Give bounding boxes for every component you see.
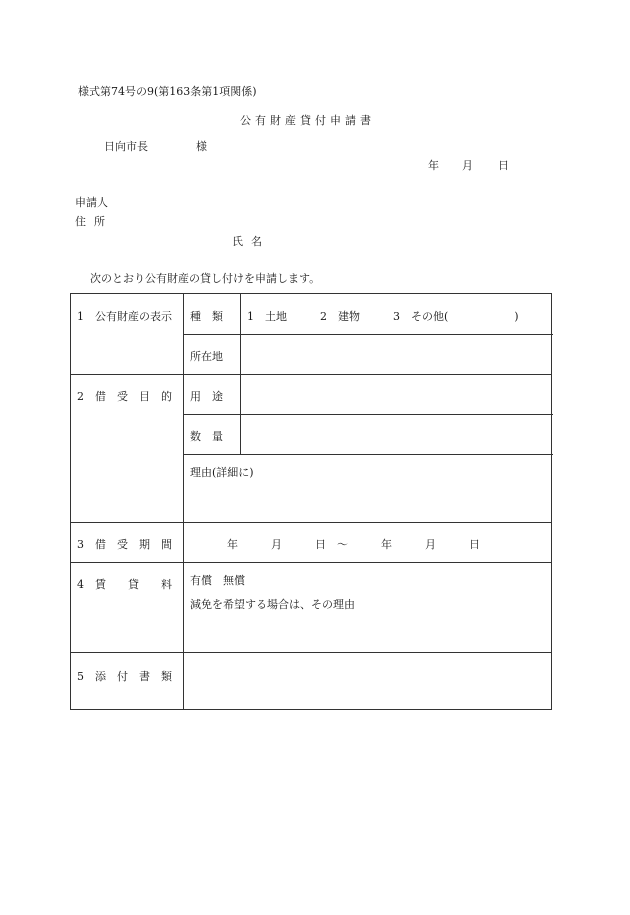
row-divider <box>183 454 553 455</box>
location-label: 所在地 <box>190 350 223 363</box>
row3-label: 3 借 受 期 間 <box>77 538 172 551</box>
row-divider <box>183 334 553 335</box>
use-label: 用 途 <box>190 390 223 403</box>
row-divider <box>183 414 553 415</box>
row-divider <box>71 374 552 375</box>
reason-label: 理由(詳細に) <box>190 466 254 479</box>
addressee: 日向市長 <box>104 140 148 153</box>
row-divider <box>71 562 552 563</box>
date-day-label: 日 <box>498 159 509 172</box>
reduction-note: 減免を希望する場合は、その理由 <box>190 598 355 611</box>
quantity-field[interactable] <box>243 418 548 450</box>
addressee-honorific: 様 <box>196 140 207 153</box>
label-column-divider <box>183 294 184 710</box>
row5-label: 5 添 付 書 類 <box>77 670 172 683</box>
kind-label: 種 類 <box>190 310 223 323</box>
use-field[interactable] <box>243 378 548 410</box>
row1-label: 1 公有財産の表示 <box>77 310 172 323</box>
kind-options: 1 土地 2 建物 3 その他( ) <box>247 310 519 323</box>
name-label: 氏名 <box>232 235 270 248</box>
row4-label: 4 賃 貸 料 <box>77 578 172 591</box>
form-number: 様式第74号の9(第163条第1項関係) <box>78 85 257 98</box>
attachments-field[interactable] <box>187 656 547 706</box>
document-title: 公有財産貸付申請書 <box>240 114 375 127</box>
intro-text: 次のとおり公有財産の貸し付けを申請します。 <box>90 272 321 285</box>
loan-period: 年 月 日 ～ 年 月 日 <box>227 538 480 551</box>
date-month-label: 月 <box>462 159 473 172</box>
applicant-label: 申請人 <box>75 196 108 209</box>
location-field[interactable] <box>243 338 548 370</box>
paid-options: 有償 無償 <box>190 574 245 587</box>
row-divider <box>71 652 552 653</box>
application-form-table <box>70 293 552 710</box>
quantity-label: 数 量 <box>190 430 223 443</box>
address-label: 住所 <box>75 215 113 228</box>
date-year-label: 年 <box>428 159 439 172</box>
row2-label: 2 借 受 目 的 <box>77 390 172 403</box>
row-divider <box>71 522 552 523</box>
